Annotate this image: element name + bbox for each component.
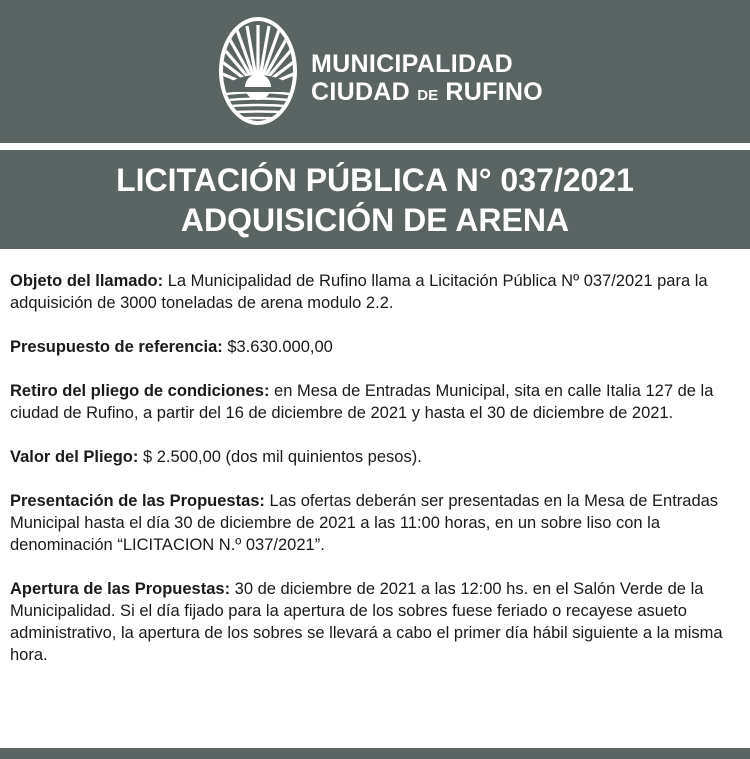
brand-de: DE — [417, 87, 439, 104]
section-presupuesto — [10, 336, 738, 358]
brand-line-2 — [311, 80, 543, 105]
section-label: Retiro del pliego de condiciones: — [10, 382, 270, 400]
section-text: en Mesa de Entradas Municipal, sita en calle Italia 127 de la ciudad de Rufino, a partir del 16 de diciembre de 2021 y hasta el 30 de diciembre de 2021. — [10, 382, 714, 422]
brand-name — [311, 52, 543, 105]
section-label: Presupuesto de referencia: — [10, 338, 223, 356]
section-label: Presentación de las Propuestas: — [10, 492, 265, 510]
brand-rufino: RUFINO — [438, 78, 543, 106]
footer-bar — [0, 748, 750, 759]
section-objeto — [10, 270, 738, 314]
page-subtitle: ADQUISICIÓN DE ARENA — [180, 202, 570, 238]
section-apertura — [10, 578, 738, 666]
section-label: Valor del Pliego: — [10, 448, 139, 466]
page-title: LICITACIÓN PÚBLICA N° 037/2021 — [116, 162, 634, 198]
section-text: $3.630.000,00 — [222, 338, 333, 356]
section-retiro-pliego — [10, 380, 738, 424]
section-label: Apertura de las Propuestas: — [10, 580, 231, 598]
section-text: La Municipalidad de Rufino llama a Licitación Pública Nº 037/2021 para la adquisición de 3000 toneladas de arena modulo 2.2. — [10, 272, 708, 312]
section-label: Objeto del llamado: — [10, 272, 164, 290]
header-banner — [0, 0, 750, 143]
brand-city: CIUDAD — [311, 78, 418, 106]
section-text: Las ofertas deberán ser presentadas en la Mesa de Entradas Municipal hasta el día 30 de diciembre de 2021 a las 11:00 horas, en un sobre liso con la denominación “LICITACION N.º 037/2021”. — [10, 492, 719, 554]
brand-line-1: MUNICIPALIDAD — [311, 50, 514, 78]
municipal-emblem-icon — [217, 15, 299, 127]
section-text: $ 2.500,00 (dos mil quinientos pesos). — [138, 448, 422, 466]
title-band — [0, 150, 750, 249]
notice-body — [10, 270, 738, 688]
section-text: 30 de diciembre de 2021 a las 12:00 hs. en el Salón Verde de la Municipalidad. Si el día fijado para la apertura de los sobres fuese feriado o recayese asueto administrativo, la apertura de los sobres se llevará a cabo el primer día hábil siguiente a la misma hora. — [10, 580, 723, 664]
section-valor-pliego — [10, 446, 738, 468]
section-presentacion — [10, 490, 738, 556]
